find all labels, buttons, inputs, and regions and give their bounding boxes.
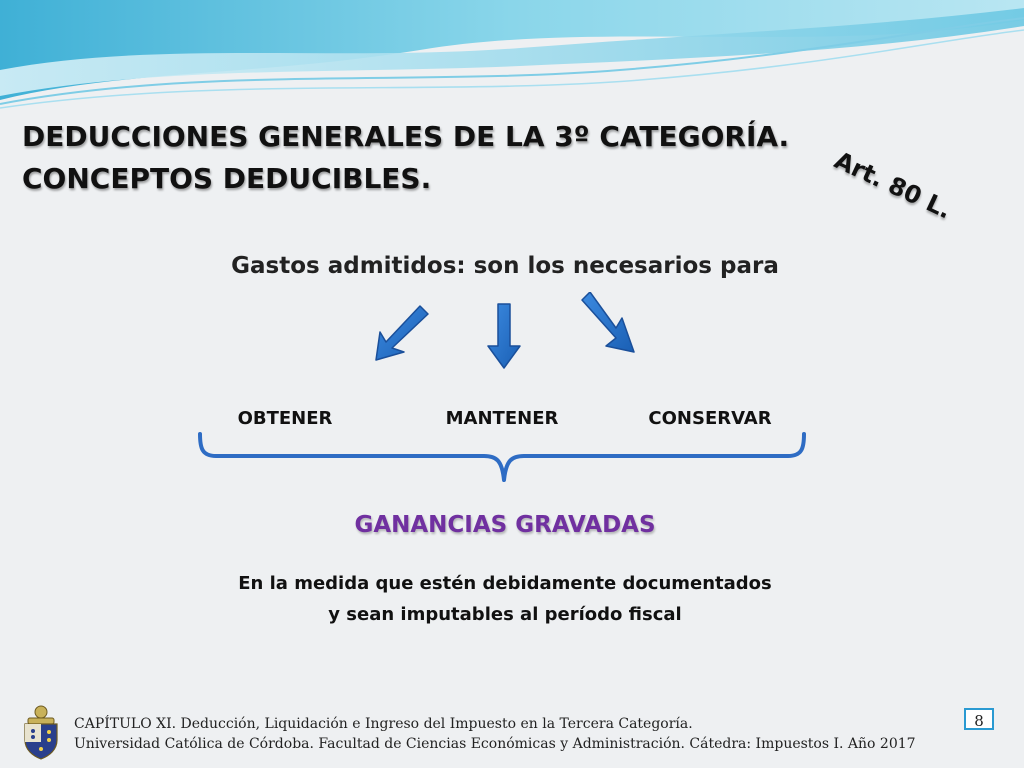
arrow-group (360, 292, 650, 372)
footer-line-2: Universidad Católica de Córdoba. Facultad de Ciencias Económicas y Administración. Cátedra: Impuestos I. Año 2017 (74, 736, 916, 752)
subtitle: Gastos admitidos: son los necesarios para (231, 253, 779, 279)
concept-obtener: OBTENER (237, 408, 333, 429)
arrow-down-left-icon (376, 306, 428, 360)
university-crest-icon (20, 704, 62, 760)
arrow-down-icon (488, 304, 520, 368)
arrow-down-right-icon (582, 292, 634, 352)
concept-mantener: MANTENER (445, 408, 559, 429)
article-reference: Art. 80 L. (830, 146, 956, 225)
footer-line-1: CAPÍTULO XI. Deducción, Liquidación e Ingreso del Impuesto en la Tercera Categoría. (74, 716, 693, 732)
title-line-2: CONCEPTOS DEDUCIBLES. (22, 162, 432, 195)
concept-conservar: CONSERVAR (648, 408, 772, 429)
result-label: GANANCIAS GRAVADAS (354, 512, 656, 538)
note-line-2: y sean imputables al período fiscal (328, 604, 682, 625)
slide-title (22, 116, 852, 200)
title-line-1: DEDUCCIONES GENERALES DE LA 3º CATEGORÍA. (22, 120, 790, 153)
header-wave-decoration (0, 0, 1024, 120)
page-number: 8 (964, 708, 994, 730)
note-line-1: En la medida que estén debidamente documentados (238, 573, 772, 594)
footer-text (74, 714, 916, 754)
curly-brace (190, 430, 814, 486)
condition-note (0, 568, 1010, 630)
